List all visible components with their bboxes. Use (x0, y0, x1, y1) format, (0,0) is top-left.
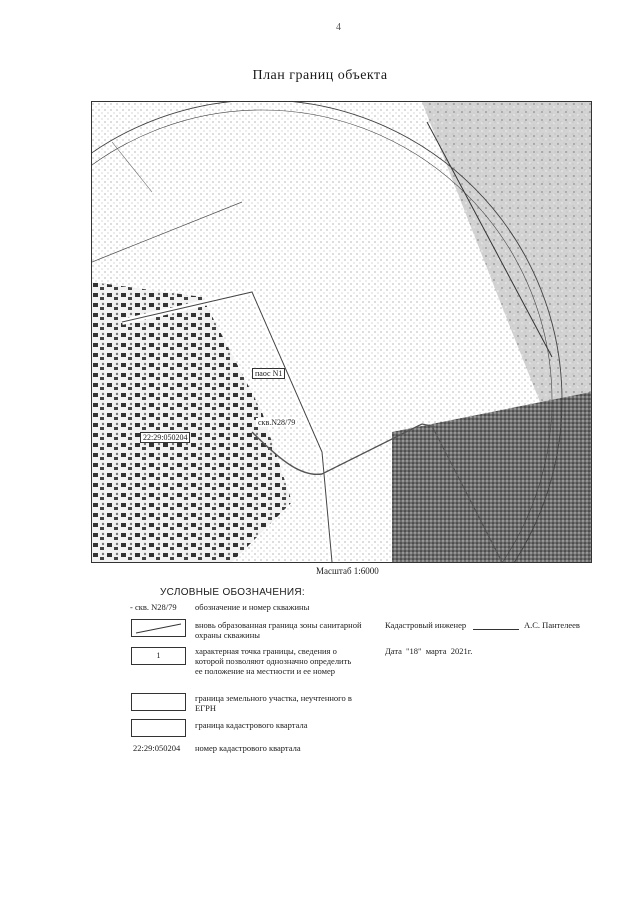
legend-symbol-quarter-boundary (131, 719, 186, 737)
scale-label: Масштаб 1:6000 (316, 566, 379, 576)
well-label: скв.N28/79 (258, 418, 296, 427)
legend-symbol-zone-boundary (131, 619, 186, 637)
boundary-map (91, 101, 592, 563)
page-title: План границ объекта (252, 68, 388, 83)
legend-text-well: обозначение и номер скважины (195, 602, 310, 612)
signature-line (473, 629, 519, 630)
legend-symbol-parcel-boundary (131, 693, 186, 711)
engineer-label: Кадастровый инженер (385, 620, 467, 630)
aerial-map-image (92, 102, 591, 562)
engineer-name: А.С. Пантелеев (524, 620, 580, 630)
legend-text-quarter-boundary: граница кадастрового квартала (195, 720, 308, 730)
legend-heading: УСЛОВНЫЕ ОБОЗНАЧЕНИЯ: (160, 587, 305, 598)
legend-symbol-well: - скв. N28/79 (130, 602, 177, 612)
legend-text-point: характерная точка границы, сведения о которой позволяют однозначно определить ее положение на местности и ее номер (195, 646, 352, 676)
legend-text-zone-boundary: вновь образованная граница зоны санитарной охраны скважины (195, 620, 362, 640)
legend-text-parcel-boundary: граница земельного участка, неучтенного в ЕГРН (195, 693, 352, 713)
legend-text-quarter-number: номер кадастрового квартала (195, 743, 301, 753)
date-label: Дата (385, 646, 402, 656)
legend-symbol-point (131, 647, 186, 665)
pasc-label: паос N1 (252, 368, 285, 379)
date-value: "18" марта 2021г. (406, 646, 473, 656)
quarter-label: 22:29:050204 (140, 432, 190, 443)
legend-point-number: 1 (156, 651, 161, 660)
legend-symbol-quarter-number: 22:29:050204 (133, 743, 181, 753)
page-number: 4 (336, 22, 341, 33)
